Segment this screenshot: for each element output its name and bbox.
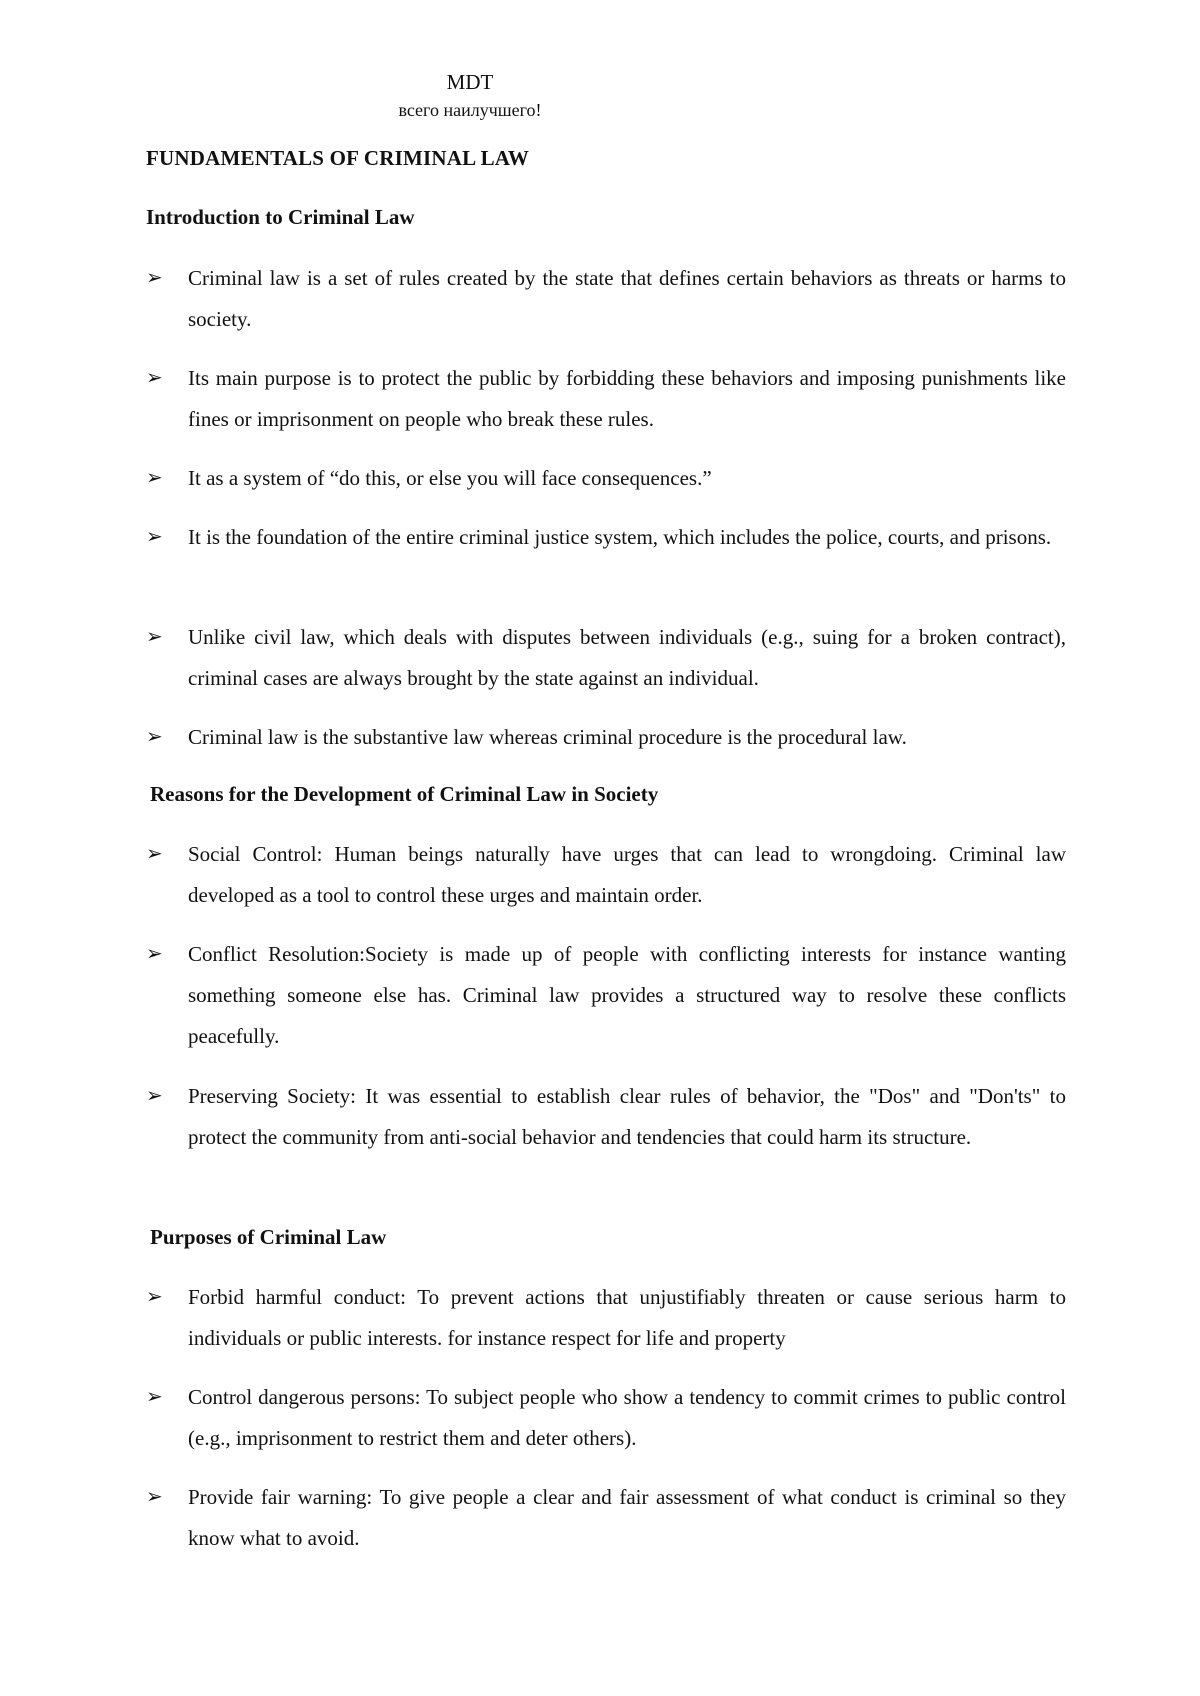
list-item	[146, 834, 1066, 916]
list-item	[146, 1477, 1066, 1559]
arrow-bullet-icon: ➢	[146, 943, 163, 965]
section-heading-introduction: Introduction to Criminal Law	[146, 205, 415, 229]
list-item-text: It is the foundation of the entire criminal justice system, which includes the police, courts, and prisons.	[188, 525, 1052, 549]
list-item-text: Control dangerous persons: To subject people who show a tendency to commit crimes to public control (e.g., imprisonment to restrict them and deter others).	[188, 1385, 1066, 1450]
list-item	[146, 1277, 1066, 1359]
list-item	[146, 1377, 1066, 1459]
arrow-bullet-icon: ➢	[146, 626, 163, 648]
arrow-bullet-icon: ➢	[146, 1286, 163, 1308]
list-item-text: Its main purpose is to protect the public by forbidding these behaviors and imposing punishments like fines or imprisonment on people who break these rules.	[188, 366, 1066, 431]
list-item-text: Provide fair warning: To give people a clear and fair assessment of what conduct is criminal so they know what to avoid.	[188, 1485, 1066, 1550]
list-item	[146, 1076, 1066, 1158]
list-item-text: Preserving Society: It was essential to establish clear rules of behavior, the "Dos" and "Don'ts" to protect the community from anti-social behavior and tendencies that could harm its structure.	[188, 1084, 1066, 1149]
list-item-text: Unlike civil law, which deals with disputes between individuals (e.g., suing for a broken contract), criminal cases are always brought by the state against an individual.	[188, 625, 1066, 690]
list-item	[146, 934, 1066, 1057]
arrow-bullet-icon: ➢	[146, 526, 163, 548]
section-heading-purposes: Purposes of Criminal Law	[150, 1225, 387, 1249]
arrow-bullet-icon: ➢	[146, 1486, 163, 1508]
arrow-bullet-icon: ➢	[146, 367, 163, 389]
list-item	[146, 617, 1066, 699]
list-item	[146, 717, 1066, 758]
arrow-bullet-icon: ➢	[146, 1085, 163, 1107]
header-subtitle: всего наилучшего!	[398, 100, 542, 120]
list-item	[146, 258, 1066, 340]
section-heading-reasons: Reasons for the Development of Criminal Law in Society	[150, 782, 659, 806]
list-item-text: Forbid harmful conduct: To prevent actions that unjustifiably threaten or cause serious harm to individuals or public interests. for instance respect for life and property	[188, 1285, 1066, 1350]
list-item-text: Criminal law is a set of rules created by the state that defines certain behaviors as threats or harms to society.	[188, 266, 1066, 331]
arrow-bullet-icon: ➢	[146, 1386, 163, 1408]
list-item-text: Conflict Resolution:Society is made up of people with conflicting interests for instance wanting something someone else has. Criminal law provides a structured way to resolve these conflicts peacefully.	[188, 942, 1066, 1048]
arrow-bullet-icon: ➢	[146, 843, 163, 865]
list-item	[146, 458, 1066, 499]
arrow-bullet-icon: ➢	[146, 467, 163, 489]
list-item-text: Criminal law is the substantive law whereas criminal procedure is the procedural law.	[188, 725, 907, 749]
arrow-bullet-icon: ➢	[146, 267, 163, 289]
document-title: FUNDAMENTALS OF CRIMINAL LAW	[146, 146, 530, 170]
list-item-text: It as a system of “do this, or else you will face consequences.”	[188, 466, 712, 490]
header-title: MDT	[446, 70, 494, 94]
list-item	[146, 358, 1066, 440]
arrow-bullet-icon: ➢	[146, 726, 163, 748]
list-item-text: Social Control: Human beings naturally have urges that can lead to wrongdoing. Criminal law developed as a tool to control these urges and maintain order.	[188, 842, 1066, 907]
list-item	[146, 517, 1066, 558]
